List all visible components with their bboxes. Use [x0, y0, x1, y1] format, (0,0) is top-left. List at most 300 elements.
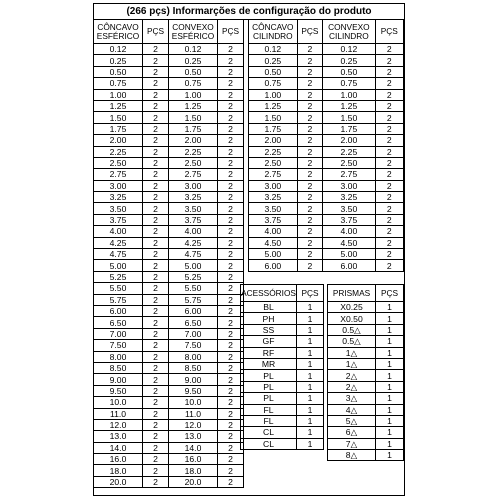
table-row — [94, 100, 244, 111]
table-cell: 2 — [218, 169, 244, 180]
table-row — [241, 336, 324, 347]
table-row — [94, 465, 244, 476]
table-cell: 2.50 — [323, 157, 375, 168]
table-cell: 2 — [218, 214, 244, 225]
table-cell: 2 — [297, 180, 323, 191]
table-row — [94, 123, 244, 134]
table-cell: 14.0 — [94, 442, 143, 453]
table-row — [94, 454, 244, 465]
table-cell: 2 — [218, 454, 244, 465]
table-cell: 4.25 — [169, 237, 218, 248]
table-cell: 2 — [375, 157, 403, 168]
table-cell: 2 — [297, 249, 323, 260]
table-cell: 0.12 — [94, 44, 143, 55]
table-row — [94, 340, 244, 351]
table-cell: 12.0 — [94, 419, 143, 430]
table-cell: 2 — [143, 66, 169, 77]
table-cell: 2 — [218, 294, 244, 305]
table-cell: X0.50 — [328, 313, 376, 324]
table-cell: 2 — [297, 112, 323, 123]
table-cell: 2 — [143, 317, 169, 328]
table-cell: 10.0 — [94, 397, 143, 408]
table-cell: 5.50 — [169, 283, 218, 294]
table-row — [94, 226, 244, 237]
table-cell: 2 — [218, 431, 244, 442]
table-row — [94, 203, 244, 214]
table-row — [94, 476, 244, 487]
table-row — [249, 78, 404, 89]
table-cell: 2 — [218, 135, 244, 146]
table-row — [241, 370, 324, 381]
header-accessories: ACESSÓRIOS — [241, 285, 297, 302]
table-cell: 0.50 — [94, 66, 143, 77]
table-cell: 2 — [143, 385, 169, 396]
table-row — [249, 135, 404, 146]
table-row — [241, 347, 324, 358]
table-cell: 2 — [218, 203, 244, 214]
table-row — [94, 44, 244, 55]
table-cell: 2 — [143, 465, 169, 476]
table-cell: 4.75 — [94, 249, 143, 260]
table-cell: 11.0 — [94, 408, 143, 419]
table-cell: 2 — [375, 192, 403, 203]
table-cell: 3.00 — [323, 180, 375, 191]
table-cell: 2 — [143, 442, 169, 453]
table-cell: 2 — [375, 146, 403, 157]
table-row — [241, 438, 324, 449]
table-cell: 2 — [218, 476, 244, 487]
table-row — [94, 305, 244, 316]
table-cell: 7.00 — [94, 328, 143, 339]
table-cell: 2 — [297, 44, 323, 55]
table-row — [328, 438, 404, 449]
table-cell: 5.75 — [94, 294, 143, 305]
table-cell: 6.50 — [169, 317, 218, 328]
table-cell: 2 — [143, 431, 169, 442]
accessory-rows — [241, 302, 324, 450]
table-cell: 2 — [143, 283, 169, 294]
table-cell: 0.25 — [169, 55, 218, 66]
accessories-table — [240, 284, 324, 450]
table-cell: 9.00 — [169, 374, 218, 385]
table-cell: 3.25 — [94, 192, 143, 203]
table-row — [249, 157, 404, 168]
table-row — [241, 427, 324, 438]
table-cell: 9.50 — [94, 385, 143, 396]
table-cell: 2 — [143, 408, 169, 419]
table-cell: 2 — [297, 55, 323, 66]
table-cell: 1 — [376, 438, 404, 449]
table-cell: 2.00 — [169, 135, 218, 146]
table-cell: 2 — [297, 226, 323, 237]
table-cell: 2 — [143, 123, 169, 134]
table-cell: 8.00 — [169, 351, 218, 362]
table-cell: 4.25 — [94, 237, 143, 248]
table-cell: 1.75 — [94, 123, 143, 134]
table-row — [94, 362, 244, 373]
table-cell: 4.00 — [94, 226, 143, 237]
table-cell: 4.00 — [249, 226, 298, 237]
table-cell: 2 — [143, 180, 169, 191]
table-cell: 2 — [218, 385, 244, 396]
table-cell: 0.25 — [94, 55, 143, 66]
table-cell: 2 — [218, 317, 244, 328]
table-cell: 14.0 — [169, 442, 218, 453]
table-cell: 2 — [218, 89, 244, 100]
table-cell: 2 — [218, 442, 244, 453]
table-cell: 5.25 — [94, 271, 143, 282]
table-cell: 1.00 — [94, 89, 143, 100]
table-cell: 2 — [143, 454, 169, 465]
table-row — [328, 313, 404, 324]
table-cell: 2 — [143, 271, 169, 282]
table-cell: 2 — [143, 112, 169, 123]
table-cell: 2 — [143, 419, 169, 430]
table-cell: 2 — [218, 397, 244, 408]
table-cell: 2 — [375, 112, 403, 123]
header-concave-cylinder: CÔNCAVO CILINDRO — [249, 20, 298, 44]
table-row — [328, 358, 404, 369]
table-cell: 2 — [143, 157, 169, 168]
table-cell: 16.0 — [94, 454, 143, 465]
table-cell: 4.00 — [169, 226, 218, 237]
table-cell: 3.00 — [169, 180, 218, 191]
table-cell: 3.00 — [94, 180, 143, 191]
table-cell: 2 — [143, 44, 169, 55]
table-row — [249, 89, 404, 100]
table-cell: 0.5△ — [328, 324, 376, 335]
header-pcs: PÇS — [218, 20, 244, 44]
table-cell: 1 — [376, 381, 404, 392]
table-row — [94, 385, 244, 396]
table-cell: 2 — [297, 260, 323, 271]
table-cell: 2 — [143, 351, 169, 362]
table-cell: 2 — [218, 146, 244, 157]
table-cell: 2 — [143, 362, 169, 373]
table-cell: 1 — [297, 324, 324, 335]
table-row — [94, 431, 244, 442]
table-cell: 2 — [218, 408, 244, 419]
table-cell: 8.00 — [94, 351, 143, 362]
table-cell: 2 — [143, 476, 169, 487]
table-cell: 2.00 — [249, 135, 298, 146]
cylinder-lens-table — [248, 19, 404, 272]
table-cell: 2 — [218, 260, 244, 271]
table-cell: 1.25 — [169, 100, 218, 111]
table-cell: 1 — [297, 313, 324, 324]
table-cell: 1 — [297, 336, 324, 347]
table-cell: 8.50 — [169, 362, 218, 373]
table-row — [328, 336, 404, 347]
table-row — [328, 415, 404, 426]
header-pcs: PÇS — [376, 285, 404, 302]
table-cell: 2 — [218, 465, 244, 476]
table-cell: 3△ — [328, 393, 376, 404]
table-cell: 2.75 — [94, 169, 143, 180]
table-row — [94, 78, 244, 89]
table-cell: 2 — [297, 66, 323, 77]
table-cell: 7△ — [328, 438, 376, 449]
table-cell: 2 — [218, 78, 244, 89]
table-cell: 6.00 — [169, 305, 218, 316]
table-cell: 2 — [218, 237, 244, 248]
header-pcs: PÇS — [143, 20, 169, 44]
table-cell: 0.12 — [323, 44, 375, 55]
table-row — [328, 370, 404, 381]
table-cell: 2.25 — [323, 146, 375, 157]
table-row — [328, 450, 404, 461]
table-row — [249, 123, 404, 134]
table-row — [94, 374, 244, 385]
table-cell: 3.50 — [169, 203, 218, 214]
table-row — [328, 427, 404, 438]
table-row — [241, 324, 324, 335]
spherical-lens-table — [93, 19, 244, 488]
table-cell: 1.50 — [249, 112, 298, 123]
table-cell: 2 — [143, 294, 169, 305]
table-cell: 1.50 — [94, 112, 143, 123]
table-cell: 0.75 — [249, 78, 298, 89]
table-row — [249, 214, 404, 225]
table-cell: 2 — [143, 249, 169, 260]
table-cell: 5.25 — [169, 271, 218, 282]
table-row — [94, 397, 244, 408]
table-row — [249, 169, 404, 180]
table-cell: 7.00 — [169, 328, 218, 339]
table-cell: 2 — [375, 180, 403, 191]
table-cell: 3.25 — [169, 192, 218, 203]
table-cell: 2 — [143, 328, 169, 339]
table-cell: 1 — [376, 302, 404, 313]
table-cell: 2.50 — [94, 157, 143, 168]
table-cell: X0.25 — [328, 302, 376, 313]
table-cell: 6.00 — [249, 260, 298, 271]
table-cell: 5.00 — [169, 260, 218, 271]
table-row — [249, 226, 404, 237]
table-cell: 2.50 — [249, 157, 298, 168]
table-cell: 2 — [143, 397, 169, 408]
table-cell: 0.25 — [323, 55, 375, 66]
table-cell: 2.50 — [169, 157, 218, 168]
table-cell: 1.75 — [249, 123, 298, 134]
table-row — [249, 260, 404, 271]
table-row — [249, 237, 404, 248]
header-concave-spherical: CÔNCAVO ESFÉRICO — [94, 20, 143, 44]
table-cell: 2 — [375, 135, 403, 146]
table-cell: 1 — [297, 427, 324, 438]
table-cell: 5△ — [328, 415, 376, 426]
table-cell: 2 — [218, 362, 244, 373]
sheet-title: (266 pçs) Informarções de configuração do produto — [94, 4, 404, 20]
table-cell: 2 — [297, 100, 323, 111]
table-cell: 0.50 — [169, 66, 218, 77]
table-cell: 2.25 — [249, 146, 298, 157]
table-cell: 2△ — [328, 381, 376, 392]
table-cell: 4.00 — [323, 226, 375, 237]
table-cell: 2 — [143, 55, 169, 66]
table-row — [241, 313, 324, 324]
table-cell: 2 — [297, 89, 323, 100]
table-cell: 1 — [297, 347, 324, 358]
table-row — [94, 112, 244, 123]
table-row — [249, 203, 404, 214]
table-cell: 1.75 — [323, 123, 375, 134]
table-cell: 0.75 — [169, 78, 218, 89]
table-row — [328, 393, 404, 404]
table-cell: 1.25 — [323, 100, 375, 111]
table-cell: 1 — [376, 450, 404, 461]
header-prisms: PRISMAS — [328, 285, 376, 302]
table-row — [249, 180, 404, 191]
table-cell: 11.0 — [169, 408, 218, 419]
table-cell: FL — [241, 415, 297, 426]
prism-rows — [328, 302, 404, 461]
table-cell: 8△ — [328, 450, 376, 461]
table-cell: 2.75 — [249, 169, 298, 180]
table-row — [241, 393, 324, 404]
spherical-rows — [94, 44, 244, 488]
table-cell: 1.75 — [169, 123, 218, 134]
table-cell: 3.75 — [94, 214, 143, 225]
table-cell: 2 — [375, 226, 403, 237]
table-cell: 1△ — [328, 347, 376, 358]
table-row — [94, 89, 244, 100]
table-row — [328, 324, 404, 335]
table-cell: 3.50 — [94, 203, 143, 214]
table-cell: 12.0 — [169, 419, 218, 430]
table-cell: 1 — [376, 404, 404, 415]
table-cell: 5.50 — [94, 283, 143, 294]
table-row — [249, 249, 404, 260]
table-cell: 1 — [376, 313, 404, 324]
table-row — [249, 100, 404, 111]
table-cell: 1.50 — [323, 112, 375, 123]
table-cell: 2.25 — [169, 146, 218, 157]
table-cell: 9.00 — [94, 374, 143, 385]
table-cell: 20.0 — [169, 476, 218, 487]
table-row — [94, 419, 244, 430]
header-pcs: PÇS — [375, 20, 403, 44]
table-row — [241, 415, 324, 426]
table-cell: 1 — [297, 370, 324, 381]
table-cell: 2 — [297, 78, 323, 89]
table-row — [94, 157, 244, 168]
table-cell: 1.25 — [249, 100, 298, 111]
table-cell: 6△ — [328, 427, 376, 438]
table-cell: 2 — [218, 44, 244, 55]
table-cell: 2 — [375, 55, 403, 66]
table-cell: 18.0 — [169, 465, 218, 476]
table-cell: 2 — [218, 112, 244, 123]
table-cell: 1.00 — [249, 89, 298, 100]
table-cell: 2 — [218, 283, 244, 294]
table-cell: 2 — [297, 123, 323, 134]
table-cell: 1.50 — [169, 112, 218, 123]
table-cell: 1.25 — [94, 100, 143, 111]
table-cell: MR — [241, 358, 297, 369]
table-cell: 1 — [376, 347, 404, 358]
table-cell: 0.75 — [323, 78, 375, 89]
table-cell: 2 — [375, 214, 403, 225]
table-cell: RF — [241, 347, 297, 358]
table-cell: 2 — [143, 260, 169, 271]
table-cell: 2 — [218, 271, 244, 282]
table-cell: 2 — [143, 192, 169, 203]
table-cell: 2 — [218, 157, 244, 168]
table-cell: BL — [241, 302, 297, 313]
table-cell: 3.25 — [323, 192, 375, 203]
table-row — [241, 302, 324, 313]
table-cell: 6.00 — [94, 305, 143, 316]
table-cell: 1 — [297, 393, 324, 404]
table-cell: 2 — [218, 66, 244, 77]
table-cell: 2 — [375, 203, 403, 214]
table-cell: 2 — [375, 89, 403, 100]
table-row — [249, 146, 404, 157]
header-convex-spherical: CONVEXO ESFÉRICO — [169, 20, 218, 44]
table-cell: PL — [241, 393, 297, 404]
table-row — [94, 271, 244, 282]
table-cell: 2.00 — [323, 135, 375, 146]
table-cell: 3.75 — [323, 214, 375, 225]
table-cell: 1 — [297, 404, 324, 415]
table-cell: 2 — [297, 214, 323, 225]
table-cell: FL — [241, 404, 297, 415]
table-cell: 2 — [143, 78, 169, 89]
table-cell: 5.00 — [323, 249, 375, 260]
table-cell: 3.75 — [249, 214, 298, 225]
table-cell: 2 — [218, 226, 244, 237]
header-convex-cylinder: CONVEXO CILINDRO — [323, 20, 375, 44]
table-row — [94, 328, 244, 339]
table-cell: 0.12 — [249, 44, 298, 55]
table-cell: 5.00 — [94, 260, 143, 271]
table-cell: 2 — [218, 249, 244, 260]
table-cell: 2 — [297, 192, 323, 203]
table-cell: 2 — [297, 157, 323, 168]
table-cell: CL — [241, 438, 297, 449]
table-cell: 7.50 — [169, 340, 218, 351]
table-cell: 2 — [297, 203, 323, 214]
table-cell: 1.00 — [323, 89, 375, 100]
table-cell: 0.75 — [94, 78, 143, 89]
table-cell: 2 — [218, 351, 244, 362]
table-row — [249, 66, 404, 77]
table-cell: 0.5△ — [328, 336, 376, 347]
table-row — [328, 302, 404, 313]
table-cell: 13.0 — [169, 431, 218, 442]
table-cell: 18.0 — [94, 465, 143, 476]
table-cell: 2.25 — [94, 146, 143, 157]
table-cell: 2 — [297, 135, 323, 146]
table-cell: 2 — [375, 100, 403, 111]
table-cell: 1.00 — [169, 89, 218, 100]
table-row — [94, 442, 244, 453]
table-cell: PH — [241, 313, 297, 324]
prisms-table — [327, 284, 404, 461]
table-cell: 2 — [375, 78, 403, 89]
table-cell: 2 — [143, 100, 169, 111]
cylinder-rows — [249, 44, 404, 272]
table-cell: 1 — [376, 415, 404, 426]
table-row — [328, 404, 404, 415]
table-cell: 4.50 — [249, 237, 298, 248]
table-cell: 3.75 — [169, 214, 218, 225]
table-cell: 2 — [375, 169, 403, 180]
table-row — [94, 283, 244, 294]
table-cell: 1 — [376, 393, 404, 404]
table-cell: 1△ — [328, 358, 376, 369]
